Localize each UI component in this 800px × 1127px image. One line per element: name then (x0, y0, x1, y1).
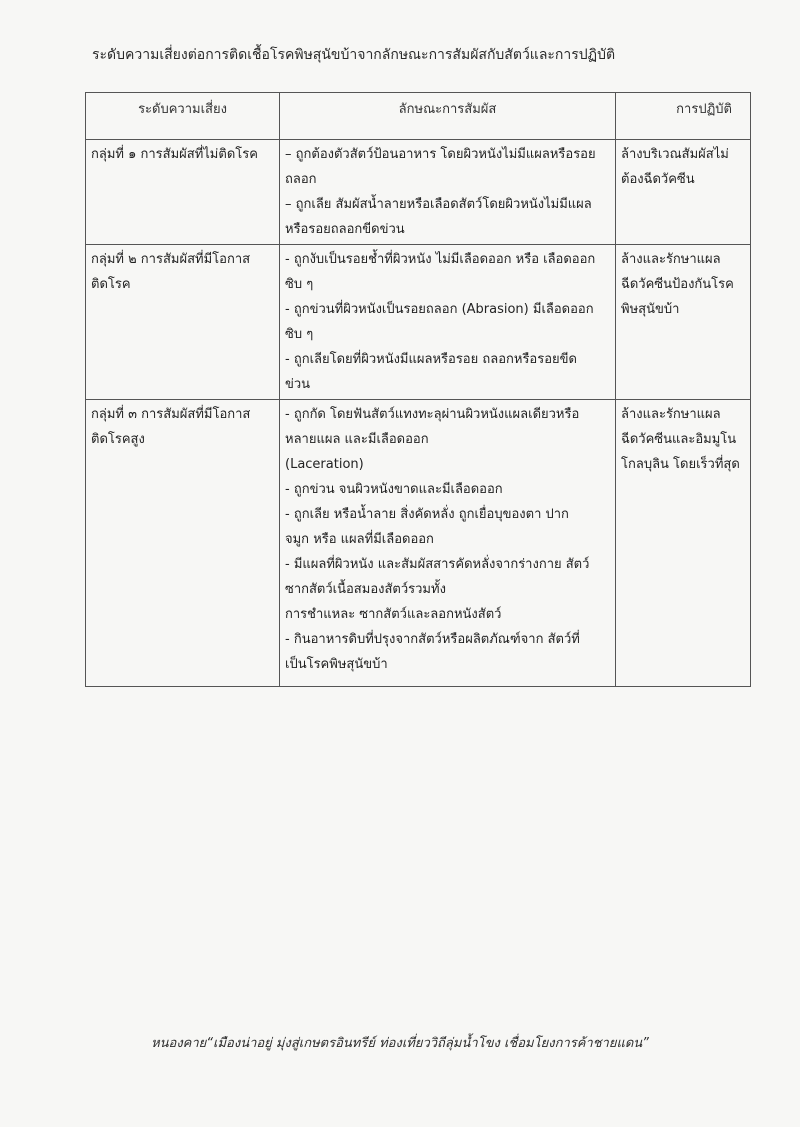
risk-level-cell (86, 140, 280, 245)
cell-line: ฉีดวัคซีนป้องกันโรค (621, 277, 734, 292)
cell-line: กลุ่มที่ ๑ การสัมผัสที่ไม่ติดโรค (91, 147, 258, 162)
cell-line: ฉีดวัคซีนและอิมมูโน (621, 432, 737, 447)
table-row (86, 140, 751, 245)
cell-line: ซิบ ๆ (285, 327, 314, 342)
cell-line: ติดโรคสูง (91, 432, 145, 447)
cell-line: – ถูกต้องตัวสัตว์ป้อนอาหาร โดยผิวหนังไม่มีแผลหรือรอย (285, 147, 596, 162)
contact-cell (280, 140, 616, 245)
action-cell (616, 400, 751, 687)
cell-line: - ถูกกัด โดยฟันสัตว์แทงทะลุผ่านผิวหนังแผลเดียวหรือ (285, 407, 580, 422)
cell-line: โกลบุลิน โดยเร็วที่สุด (621, 457, 740, 472)
risk-level-cell (86, 400, 280, 687)
header-action: การปฏิบัติ (616, 93, 751, 140)
table-row (86, 400, 751, 687)
cell-line: – ถูกเลีย สัมผัสน้ำลายหรือเลือดสัตว์โดยผิวหนังไม่มีแผล (285, 197, 592, 212)
header-risk-level: ระดับความเสี่ยง (86, 93, 280, 140)
cell-line: ต้องฉีดวัคซีน (621, 172, 695, 187)
cell-line: ซิบ ๆ (285, 277, 314, 292)
cell-line: - มีแผลที่ผิวหนัง และสัมผัสสารคัดหลั่งจากร่างกาย สัตว์ (285, 557, 590, 572)
cell-line: หลายแผล และมีเลือดออก (285, 432, 429, 447)
cell-line: - ถูกข่วนที่ผิวหนังเป็นรอยถลอก (Abrasion) มีเลือดออก (285, 302, 594, 317)
page-footer-slogan: หนองคาย“เมืองน่าอยู่ มุ่งสู่เกษตรอินทรีย์ ท่องเที่ยววิถีลุ่มน้ำโขง เชื่อมโยงการค้าชายแดน” (151, 1036, 649, 1051)
cell-line: - ถูกข่วน จนผิวหนังขาดและมีเลือดออก (285, 482, 503, 497)
cell-line: ซากสัตว์เนื้อสมองสัตว์รวมทั้ง (285, 582, 446, 597)
document-title: ระดับความเสี่ยงต่อการติดเชื้อโรคพิษสุนัขบ้าจากลักษณะการสัมผัสกับสัตว์และการปฏิบัติ (92, 47, 616, 63)
cell-line: (Laceration) (285, 457, 364, 472)
action-cell (616, 140, 751, 245)
cell-line: เป็นโรคพิษสุนัขบ้า (285, 657, 388, 672)
table-row (86, 245, 751, 400)
cell-line: ล้างและรักษาแผล (621, 407, 721, 422)
contact-cell (280, 400, 616, 687)
cell-line: - ถูกเลีย หรือน้ำลาย สิ่งคัดหลั่ง ถูกเยื่อบุของตา ปาก (285, 507, 569, 522)
cell-line: - ถูกงับเป็นรอยช้ำที่ผิวหนัง ไม่มีเลือดออก หรือ เลือดออก (285, 252, 596, 267)
cell-line: ถลอก (285, 172, 317, 187)
cell-line: หรือรอยถลอกขีดข่วน (285, 222, 405, 237)
cell-line: จมูก หรือ แผลที่มีเลือดออก (285, 532, 434, 547)
cell-line: ล้างบริเวณสัมผัสไม่ (621, 147, 729, 162)
cell-line: ติดโรค (91, 277, 131, 292)
cell-line: ข่วน (285, 377, 311, 392)
cell-line: การชำแหละ ซากสัตว์และลอกหนังสัตว์ (285, 607, 502, 622)
contact-cell (280, 245, 616, 400)
cell-line: - กินอาหารดิบที่ปรุงจากสัตว์หรือผลิตภัณฑ์จาก สัตว์ที่ (285, 632, 580, 647)
cell-line: พิษสุนัขบ้า (621, 302, 680, 317)
action-cell (616, 245, 751, 400)
cell-line: กลุ่มที่ ๒ การสัมผัสที่มีโอกาส (91, 252, 251, 267)
risk-level-cell (86, 245, 280, 400)
cell-line: กลุ่มที่ ๓ การสัมผัสที่มีโอกาส (91, 407, 251, 422)
cell-line: ล้างและรักษาแผล (621, 252, 721, 267)
table-header-row (86, 93, 751, 140)
risk-level-table (85, 92, 751, 687)
header-contact-type: ลักษณะการสัมผัส (280, 93, 616, 140)
cell-line: - ถูกเลียโดยที่ผิวหนังมีแผลหรือรอย ถลอกหรือรอยขีด (285, 352, 577, 367)
